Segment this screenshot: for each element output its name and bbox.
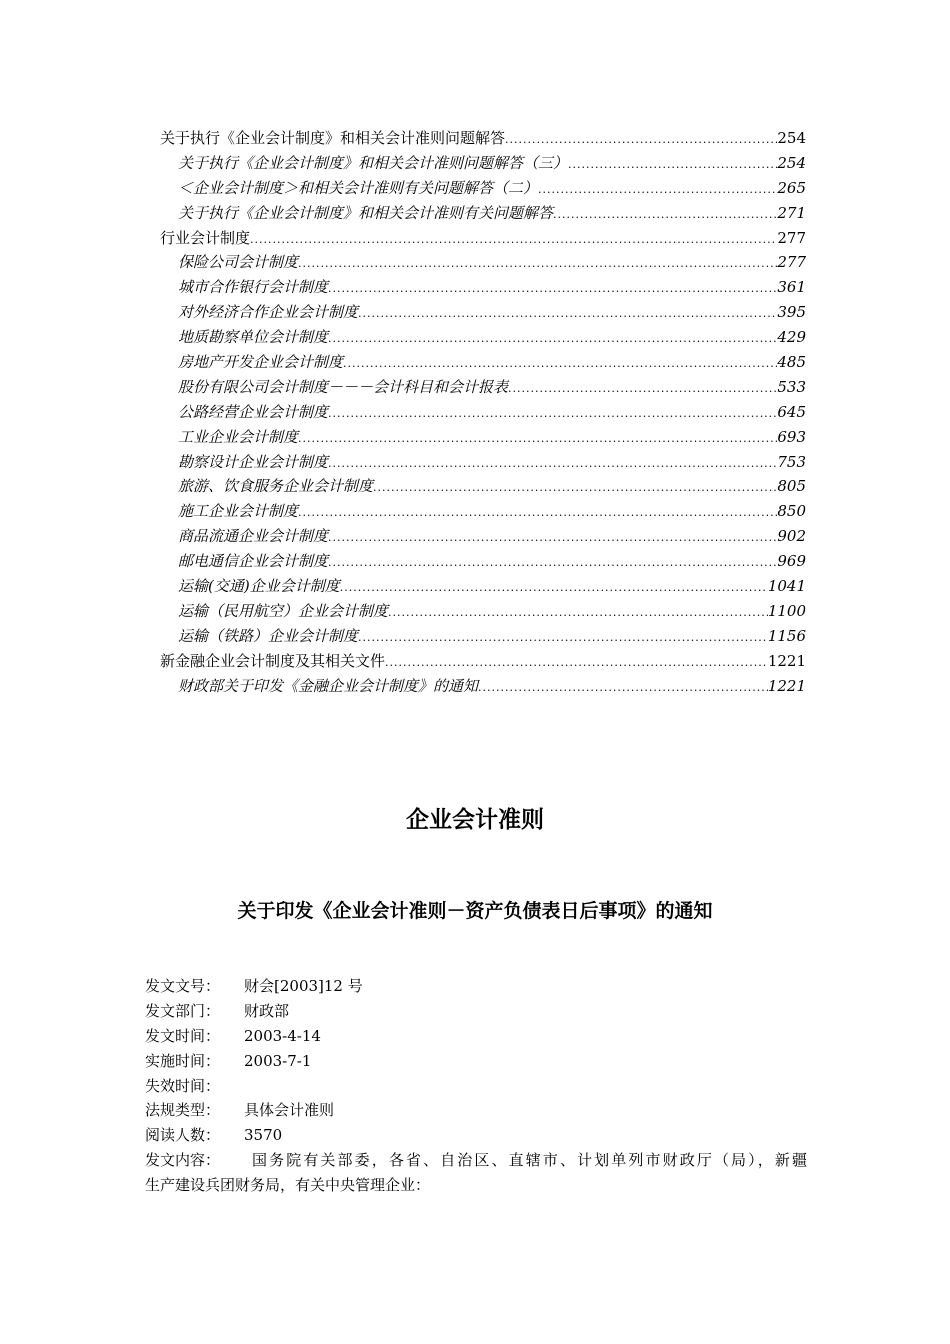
toc-entry[interactable] [160, 499, 806, 524]
meta-row [145, 1098, 807, 1123]
toc-entry[interactable] [160, 350, 806, 375]
meta-label: 发文文号： [145, 977, 221, 995]
toc-page-number: 254 [777, 129, 806, 147]
toc-entry-title: 保险公司会计制度 [178, 253, 299, 272]
toc-dot-leader [388, 601, 768, 626]
meta-label: 发文内容： [145, 1151, 221, 1170]
toc-dot-leader [385, 651, 768, 676]
meta-value: 2003-4-14 [244, 1026, 321, 1045]
toc-dot-leader [340, 576, 768, 601]
toc-dot-leader [343, 352, 777, 377]
meta-value: 3570 [244, 1126, 283, 1145]
toc-page-number: 753 [777, 452, 806, 471]
toc-dot-leader [298, 252, 777, 277]
toc-entry[interactable] [160, 549, 806, 574]
toc-page-number: 271 [777, 203, 806, 222]
toc-entry[interactable] [160, 425, 806, 450]
meta-label: 法规类型： [145, 1101, 221, 1120]
toc-page-number: 805 [777, 477, 806, 496]
toc-entry-title: 勘察设计企业会计制度 [178, 452, 329, 471]
meta-label: 失效时间： [145, 1076, 221, 1095]
toc-entry-title: 施工企业会计制度 [178, 502, 299, 521]
toc-entry[interactable] [160, 325, 806, 350]
toc-page-number: 1100 [767, 601, 806, 620]
toc-page-number: 850 [777, 502, 806, 521]
toc-entry-title: 运输（铁路）企业会计制度 [178, 626, 359, 645]
toc-entry-title: 工业企业会计制度 [178, 427, 299, 446]
toc-dot-leader [298, 427, 777, 452]
toc-entry[interactable] [160, 474, 806, 499]
toc-entry-title: 城市合作银行会计制度 [178, 278, 329, 297]
toc-page-number: 1221 [767, 676, 806, 695]
toc-page-number: 395 [777, 303, 806, 322]
meta-label: 发文时间： [145, 1026, 221, 1045]
table-of-contents [160, 126, 806, 698]
meta-row [145, 1074, 807, 1099]
meta-label: 阅读人数： [145, 1126, 221, 1145]
toc-entry-title: 商品流通企业会计制度 [178, 527, 329, 546]
toc-dot-leader [538, 178, 777, 203]
toc-entry-title: 地质勘察单位会计制度 [178, 328, 329, 347]
notice-title: 关于印发《企业会计准则－资产负债表日后事项》的通知 [237, 900, 713, 922]
toc-page-number: 429 [777, 328, 806, 347]
toc-page-number: 693 [777, 427, 806, 446]
meta-value: 具体会计准则 [244, 1101, 335, 1120]
toc-dot-leader [328, 526, 777, 551]
toc-dot-leader [328, 402, 777, 427]
toc-entry-title: 关于执行《企业会计制度》和相关会计准则有关问题解答 [178, 203, 554, 222]
toc-entry-title: 股份有限公司会计制度－－－会计科目和会计报表 [178, 377, 509, 396]
toc-dot-leader [358, 302, 777, 327]
toc-dot-leader [328, 551, 777, 576]
toc-page-number: 277 [777, 253, 806, 272]
toc-dot-leader [505, 128, 777, 153]
toc-page-number: 902 [777, 527, 806, 546]
meta-value: 财政部 [244, 1001, 290, 1020]
toc-entry[interactable] [160, 524, 806, 549]
toc-dot-leader [358, 626, 768, 651]
toc-entry[interactable] [160, 201, 806, 226]
toc-entry[interactable] [160, 649, 806, 674]
toc-page-number: 254 [777, 153, 806, 172]
toc-entry-title: 行业会计制度 [160, 228, 251, 247]
toc-entry[interactable] [160, 151, 806, 176]
meta-row [145, 1024, 807, 1049]
toc-dot-leader [298, 501, 777, 526]
meta-row [145, 999, 807, 1024]
toc-page-number: 1156 [767, 626, 806, 645]
toc-entry-title: 运输（民用航空）企业会计制度 [178, 601, 389, 620]
meta-value [244, 1074, 807, 1099]
content-row [145, 1148, 807, 1173]
toc-entry[interactable] [160, 126, 806, 151]
toc-page-number: 277 [777, 228, 806, 247]
toc-entry[interactable] [160, 176, 806, 201]
toc-entry[interactable] [160, 574, 806, 599]
toc-entry-title: 财政部关于印发《金融企业会计制度》的通知 [178, 676, 479, 695]
toc-entry[interactable] [160, 300, 806, 325]
toc-entry-title: 对外经济合作企业会计制度 [178, 303, 359, 322]
toc-entry-title: 邮电通信企业会计制度 [178, 552, 329, 571]
toc-entry[interactable] [160, 624, 806, 649]
toc-page-number: 265 [777, 178, 806, 197]
content-text-line1: 国务院有关部委，各省、自治区、直辖市、计划单列市财政厅（局），新疆 [252, 1151, 807, 1170]
toc-page-number: 1041 [767, 577, 806, 596]
meta-row [145, 1123, 807, 1148]
meta-row [145, 1049, 807, 1074]
toc-entry[interactable] [160, 599, 806, 624]
section-heading: 企业会计准则 [406, 807, 544, 833]
toc-dot-leader [478, 676, 768, 701]
toc-page-number: 645 [777, 402, 806, 421]
toc-entry-title: 关于执行《企业会计制度》和相关会计准则问题解答（三） [178, 153, 569, 172]
toc-entry-title: 运输(交通)企业会计制度 [178, 577, 340, 596]
meta-label: 实施时间： [145, 1051, 221, 1070]
toc-entry[interactable] [160, 450, 806, 475]
meta-value: 2003-7-1 [244, 1051, 312, 1070]
toc-entry-title: ＜企业会计制度＞和相关会计准则有关问题解答（二） [178, 178, 539, 197]
toc-entry[interactable] [160, 226, 806, 251]
toc-page-number: 361 [777, 278, 806, 297]
toc-entry[interactable] [160, 400, 806, 425]
toc-entry-title: 新金融企业会计制度及其相关文件 [160, 651, 386, 670]
toc-entry-title: 旅游、饮食服务企业会计制度 [178, 477, 374, 496]
toc-page-number: 485 [777, 353, 806, 372]
toc-dot-leader [568, 153, 777, 178]
toc-entry[interactable] [160, 250, 806, 275]
toc-entry[interactable] [160, 375, 806, 400]
meta-label: 发文部门： [145, 1001, 221, 1020]
content-text-line2: 生产建设兵团财务局，有关中央管理企业： [145, 1176, 431, 1195]
toc-entry[interactable] [160, 674, 806, 699]
toc-entry-title: 房地产开发企业会计制度 [178, 353, 344, 372]
meta-row [145, 974, 807, 999]
toc-page-number: 1221 [767, 651, 806, 670]
toc-dot-leader [373, 476, 777, 501]
toc-dot-leader [508, 377, 777, 402]
document-metadata [145, 974, 807, 1198]
toc-dot-leader [328, 452, 777, 477]
toc-dot-leader [250, 228, 777, 253]
meta-value: 财会[2003]12 号 [244, 977, 363, 995]
toc-dot-leader [328, 327, 777, 352]
toc-page-number: 969 [777, 552, 806, 571]
toc-entry-title: 关于执行《企业会计制度》和相关会计准则问题解答 [160, 129, 506, 147]
toc-dot-leader [553, 203, 777, 228]
toc-entry-title: 公路经营企业会计制度 [178, 402, 329, 421]
toc-entry[interactable] [160, 275, 806, 300]
toc-dot-leader [328, 277, 777, 302]
toc-page-number: 533 [777, 377, 806, 396]
